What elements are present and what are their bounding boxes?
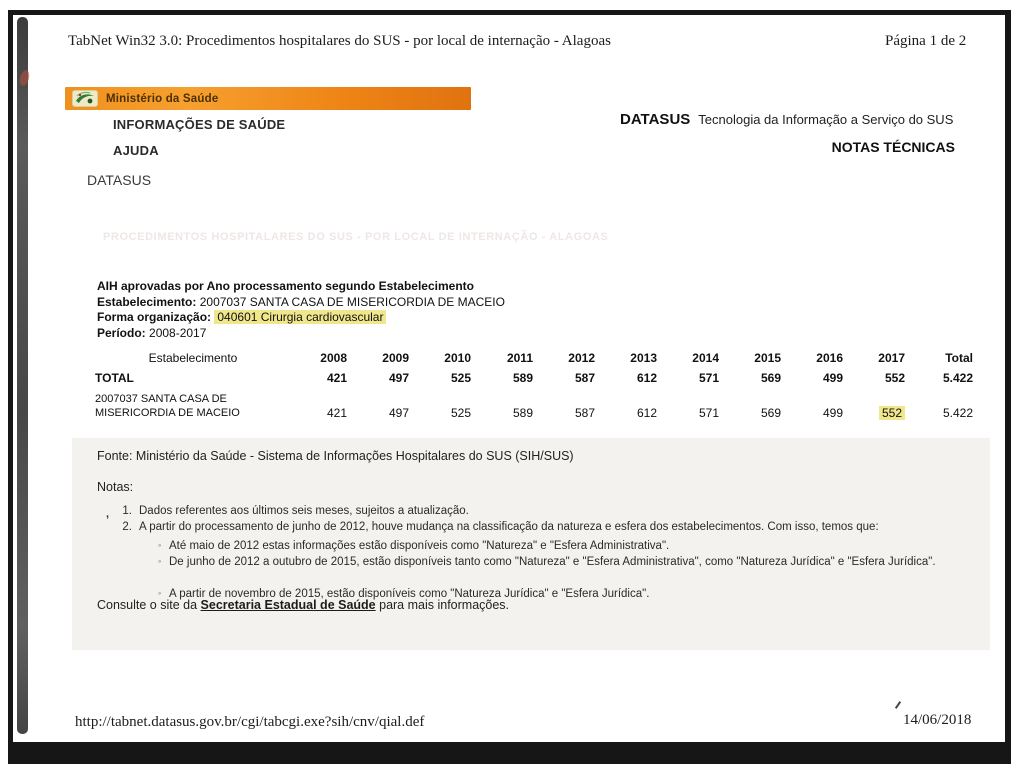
header-cell: 2013 <box>630 351 657 365</box>
cell-2008: 421 <box>326 406 347 420</box>
datasus-masthead <box>620 111 953 128</box>
header-cell: 2012 <box>568 351 595 365</box>
consulte-line: Consulte o site da Secretaria Estadual de Saúde para mais informações. <box>97 598 510 612</box>
notas-tecnicas-link[interactable]: NOTAS TÉCNICAS <box>831 139 955 155</box>
query-forma-line: Forma organização: 040601 Cirurgia cardiovascular <box>97 310 505 326</box>
scan-page-edge-shadow <box>17 17 28 734</box>
cell-total: 5.422 <box>942 406 973 420</box>
table-header-row <box>95 351 976 365</box>
note-subitem-2: ◦ De junho de 2012 a outubro de 2015, estão disponíveis tanto como "Natureza" e "Esfera Administrativa", como "Natureza Jurídica" e "Esfera Jurídica". <box>158 556 936 568</box>
cell-2015: 569 <box>760 371 781 385</box>
nav-ajuda-link[interactable]: AJUDA <box>113 143 159 158</box>
results-table <box>95 351 976 420</box>
scan-border-left <box>8 10 13 764</box>
scan-border-bottom <box>8 742 1011 764</box>
cell-2009: 497 <box>388 406 409 420</box>
cell-2013: 612 <box>636 371 657 385</box>
cell-2012: 587 <box>574 371 595 385</box>
header-cell: 2009 <box>382 351 409 365</box>
cell-2014: 571 <box>698 371 719 385</box>
scan-ink-mark: , <box>106 508 110 520</box>
print-header-page-number: Página 1 de 2 <box>885 33 967 49</box>
bullet-icon: ◦ <box>158 556 162 566</box>
notes-panel <box>72 438 990 650</box>
gov-brazil-logo-icon <box>72 90 98 107</box>
header-cell: 2008 <box>320 351 347 365</box>
cell-2013: 612 <box>636 406 657 420</box>
masthead-brand: DATASUS <box>620 111 691 128</box>
table-row-hospital <box>95 393 976 420</box>
secretaria-estadual-link[interactable]: Secretaria Estadual de Saúde <box>200 598 376 612</box>
query-summary <box>97 279 505 341</box>
scan-border-right <box>1005 10 1011 764</box>
nav-informacoes-de-saude-link[interactable]: INFORMAÇÕES DE SAÚDE <box>113 117 286 132</box>
masthead-tagline: Tecnologia da Informação a Serviço do SUS <box>698 112 954 127</box>
cell-2017-highlighted <box>849 406 911 420</box>
scan-tick-mark <box>895 701 901 709</box>
header-cell: 2014 <box>692 351 719 365</box>
print-footer-date: 14/06/2018 <box>903 712 972 728</box>
cell-2010: 525 <box>450 406 471 420</box>
notas-label: Notas: <box>97 480 134 494</box>
cell-2010: 525 <box>450 371 471 385</box>
cell-2012: 587 <box>574 406 595 420</box>
bullet-icon: ◦ <box>158 588 162 598</box>
row-label: 2007037 SANTA CASA DE MISERICORDIA DE MACEIO <box>95 393 240 419</box>
value-highlight: 552 <box>879 406 905 420</box>
print-footer-url: http://tabnet.datasus.gov.br/cgi/tabcgi.exe?sih/cnv/qial.def <box>75 714 425 730</box>
table-row-total <box>95 371 976 385</box>
note-subitem-3: ◦ A partir de novembro de 2015, estão disponíveis como "Natureza Jurídica" e "Esfera Jurídica". <box>158 588 650 600</box>
query-title: AIH aprovadas por Ano processamento segundo Estabelecimento <box>97 279 474 293</box>
row-label: TOTAL <box>95 371 134 385</box>
note-item-1: 1. Dados referentes aos últimos seis meses, sujeitos a atualização. <box>122 505 469 517</box>
header-cell: 2017 <box>878 351 905 365</box>
fonte-line: Fonte: Ministério da Saúde - Sistema de Informações Hospitalares do SUS (SIH/SUS) <box>97 449 574 463</box>
note-subitem-1: ◦ Até maio de 2012 estas informações estão disponíveis como "Natureza" e "Esfera Administrativa". <box>158 540 670 552</box>
header-cell: 2016 <box>816 351 843 365</box>
cell-total: 5.422 <box>942 371 973 385</box>
note-item-2: 2. A partir do processamento de junho de 2012, houve mudança na classificação da natureza e esfera dos estabelecimentos. Com isso, temos que: <box>122 521 879 533</box>
forma-highlight: 040601 Cirurgia cardiovascular <box>214 310 386 324</box>
header-cell: Estabelecimento <box>148 351 238 365</box>
nav-datasus-link[interactable]: DATASUS <box>87 172 152 188</box>
query-periodo-line: Período: 2008-2017 <box>97 325 207 340</box>
header-cell: Total <box>945 351 973 365</box>
query-estabelecimento-line: Estabelecimento: 2007037 SANTA CASA DE MISERICORDIA DE MACEIO <box>97 294 505 309</box>
cell-2015: 569 <box>760 406 781 420</box>
bullet-icon: ◦ <box>158 540 162 550</box>
cell-2008: 421 <box>326 371 347 385</box>
scan-border-top <box>8 10 1011 15</box>
cell-2011: 589 <box>512 371 533 385</box>
cell-2009: 497 <box>388 371 409 385</box>
header-cell: 2015 <box>754 351 781 365</box>
cell-2016: 499 <box>822 371 843 385</box>
faint-report-title: PROCEDIMENTOS HOSPITALARES DO SUS - POR LOCAL DE INTERNAÇÃO - ALAGOAS <box>103 231 609 243</box>
print-header-title: TabNet Win32 3.0: Procedimentos hospitalares do SUS - por local de internação - Alagoas <box>68 33 611 49</box>
header-cell: 2011 <box>506 351 533 365</box>
ministry-banner-label: Ministério da Saúde <box>106 92 219 105</box>
ministry-banner <box>65 87 471 110</box>
cell-2017: 552 <box>884 371 905 385</box>
cell-2016: 499 <box>822 406 843 420</box>
header-cell: 2010 <box>444 351 471 365</box>
cell-2014: 571 <box>698 406 719 420</box>
cell-2011: 589 <box>512 406 533 420</box>
